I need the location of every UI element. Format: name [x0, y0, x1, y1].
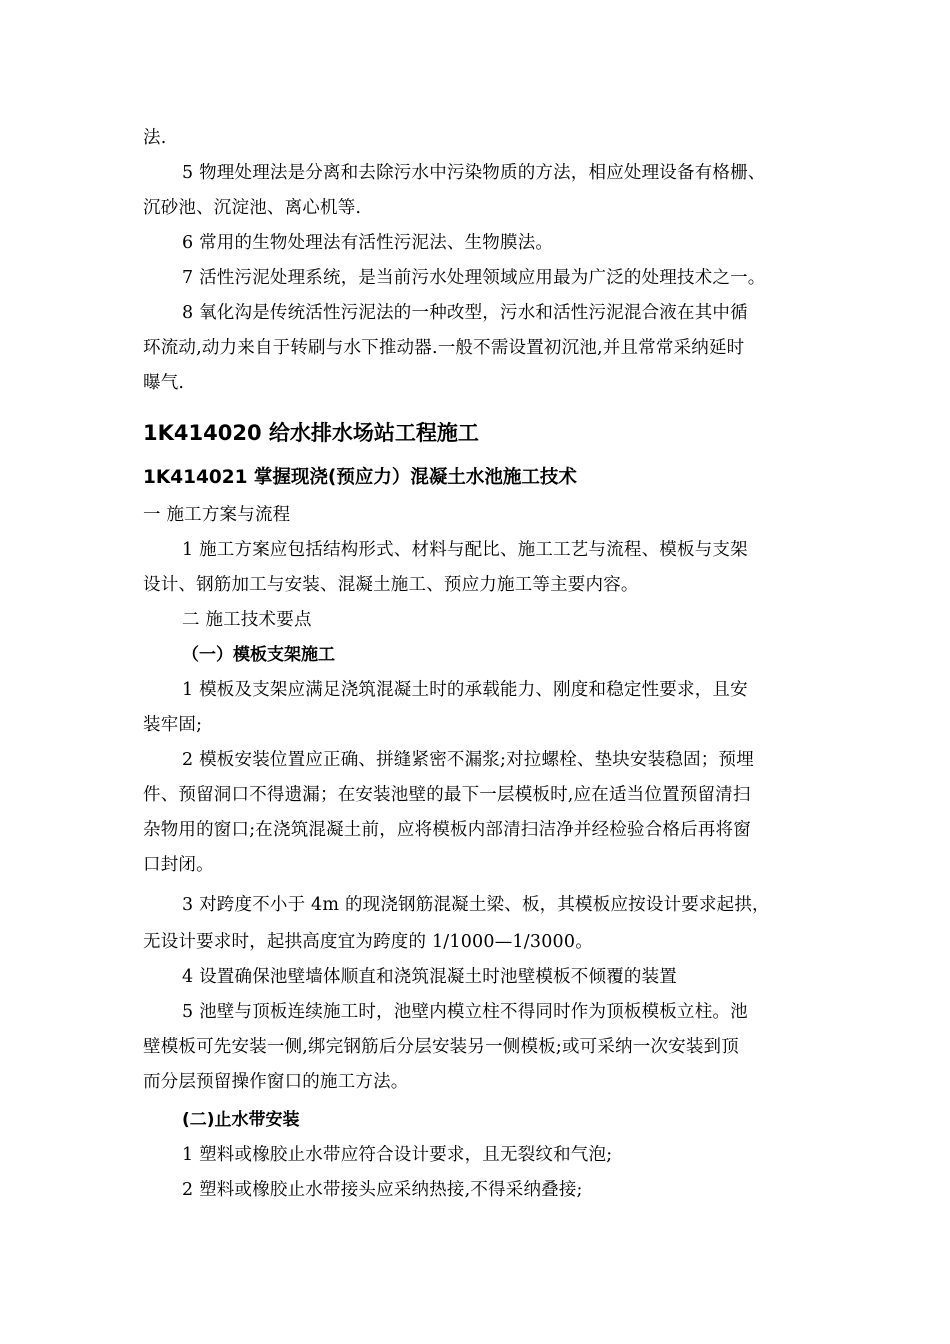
outline-heading: 二 施工技术要点: [182, 610, 312, 630]
paragraph-line: 1 模板及支架应满足浇筑混凝土时的承载能力、刚度和稳定性要求，且安: [182, 680, 748, 700]
paragraph-line: 沉砂池、沉淀池、离心机等.: [143, 198, 362, 218]
paragraph-line: 无设计要求时，起拱高度宜为跨度的 1/1000—1/3000。: [143, 932, 593, 952]
paragraph-line: 件、预留洞口不得遗漏；在安装池壁的最下一层模板时,应在适当位置预留清扫: [143, 785, 751, 805]
paragraph-line: 4 设置确保池壁墙体顺直和浇筑混凝土时池壁模板不倾覆的装置: [182, 967, 677, 987]
paragraph-line: 壁模板可先安装一侧,绑完钢筋后分层安装另一侧模板;或可采纳一次安装到顶: [143, 1037, 739, 1057]
paragraph-line: 口封闭。: [143, 855, 214, 875]
paragraph-line: 而分层预留操作窗口的施工方法。: [143, 1072, 409, 1092]
item-heading: （一）模板支架施工: [182, 645, 335, 665]
outline-heading: 一 施工方案与流程: [143, 505, 291, 525]
item-heading: (二)止水带安装: [182, 1110, 300, 1130]
paragraph-line: 2 模板安装位置应正确、拼缝紧密不漏浆;对拉螺栓、垫块安装稳固；预埋: [182, 750, 754, 770]
section-heading: 1K414020 给水排水场站工程施工: [143, 421, 479, 445]
subsection-heading: 1K414021 掌握现浇(预应力）混凝土水池施工技术: [143, 467, 577, 488]
paragraph-line: 1 塑料或橡胶止水带应符合设计要求，且无裂纹和气泡;: [182, 1145, 613, 1165]
paragraph-line: 装牢固;: [143, 715, 203, 735]
paragraph-line: 设计、钢筋加工与安装、混凝土施工、预应力施工等主要内容。: [143, 575, 639, 595]
paragraph-line: 2 塑料或橡胶止水带接头应采纳热接,不得采纳叠接;: [182, 1180, 583, 1200]
paragraph-line: 7 活性污泥处理系统，是当前污水处理领域应用最为广泛的处理技术之一。: [182, 268, 766, 288]
paragraph-line: 曝气.: [143, 373, 185, 393]
paragraph-line: 1 施工方案应包括结构形式、材料与配比、施工工艺与流程、模板与支架: [182, 540, 748, 560]
paragraph-line: 法.: [143, 128, 167, 148]
paragraph-line: 6 常用的生物处理法有活性污泥法、生物膜法。: [182, 233, 554, 253]
paragraph-line: 5 物理处理法是分离和去除污水中污染物质的方法，相应处理设备有格栅、: [182, 163, 766, 183]
paragraph-line: 5 池壁与顶板连续施工时，池壁内模立柱不得同时作为顶板模板立柱。池: [182, 1002, 748, 1022]
paragraph-line: 8 氧化沟是传统活性污泥法的一种改型，污水和活性污泥混合液在其中循: [182, 303, 748, 323]
paragraph-line: 杂物用的窗口;在浇筑混凝土前，应将模板内部清扫洁净并经检验合格后再将窗: [143, 820, 751, 840]
paragraph-line: 环流动,动力来自于转刷与水下推动器.一般不需设置初沉池,并且常常采纳延时: [143, 338, 745, 358]
paragraph-line: 3 对跨度不小于 4m 的现浇钢筋混凝土梁、板，其模板应按设计要求起拱，: [182, 895, 770, 915]
